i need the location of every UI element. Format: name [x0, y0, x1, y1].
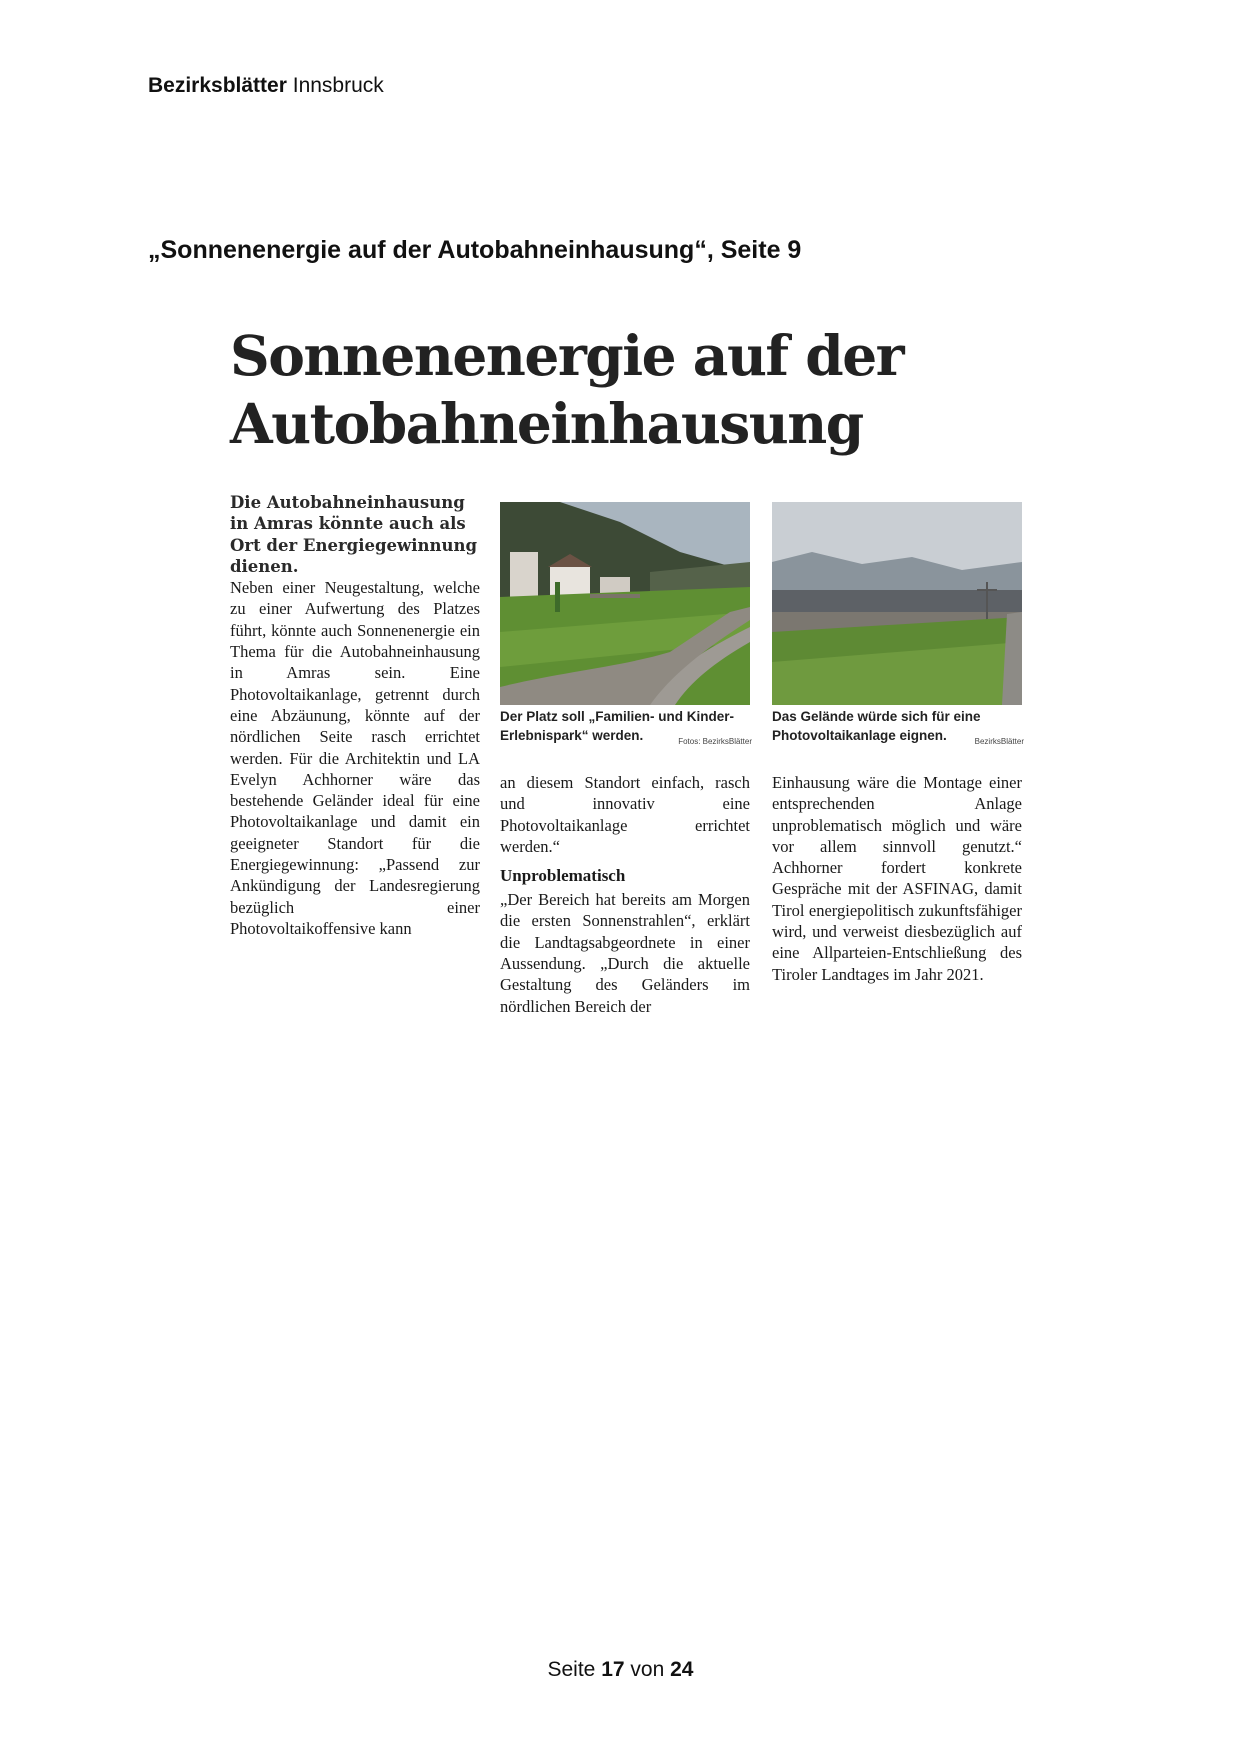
publication-name: Bezirksblätter: [148, 74, 287, 97]
footer-total-pages: 24: [670, 1658, 694, 1681]
article-column-2: [500, 772, 750, 1017]
newspaper-clipping: [230, 322, 1024, 1016]
article-headline: [230, 322, 1022, 458]
photo-park: [500, 502, 750, 705]
footer-page-number: 17: [601, 1658, 625, 1681]
clip-title: „Sonnenenergie auf der Autobahneinhausung“, Seite 9: [148, 236, 802, 264]
caption-1-credit: Fotos: BezirksBlätter: [678, 737, 752, 746]
caption-1-text: Der Platz soll „Familien- und Kinder-Erlebnispark“ werden.: [500, 709, 735, 743]
column-1-text: Neben einer Neugestaltung, welche zu einer Aufwertung des Platzes führt, könnte auch Sonnenenergie ein Thema für die Autobahneinhausung in Amras sein. Eine Photovoltaikanlage, getrennt durch eine Abzäunung, könnte auf der nördlichen Seite rasch errichtet werden. Für die Architektin und LA Evelyn Achhorner wäre das bestehende Geländer ideal für eine Photovoltaikanlage und damit ein geeigneter Standort für die Energiegewinnung: „Passend zur Ankündigung der Landesregierung bezüglich einer Photovoltaikoffensive kann: [230, 578, 480, 938]
headline-line-1: Sonnenenergie auf der: [230, 323, 904, 388]
page-footer: [0, 1658, 1241, 1682]
column-2-text-b: „Der Bereich hat bereits am Morgen die ersten Sonnenstrahlen“, erklärt die Landtagsabgeordnete in einer Aussendung. „Durch die aktuelle Gestaltung des Geländers im nördlichen Bereich der: [500, 890, 750, 1016]
page-header: [148, 74, 384, 98]
article-column-1: [230, 492, 480, 939]
park-photo-image: [500, 502, 750, 705]
footer-prefix: Seite: [547, 1658, 596, 1681]
column-2-subhead: Unproblematisch: [500, 866, 626, 886]
photo-caption-2: [772, 707, 1024, 751]
column-3-text: Einhausung wäre die Montage einer entsprechenden Anlage unproblematisch möglich und wäre vor allem sinnvoll genutzt.“ Achhorner fordert konkrete Gespräche mit der ASFINAG, damit Tirol energiepolitisch zukunftsfähiger wird, und verweist diesbezüglich auf eine Allparteien-Entschließung des Tiroler Landtages im Jahr 2021.: [772, 773, 1022, 984]
photo-terrain: [772, 502, 1022, 705]
caption-2-text: Das Gelände würde sich für eine Photovoltaikanlage eignen.: [772, 709, 981, 743]
photo-caption-1: [500, 707, 752, 751]
article-lead: Die Autobahneinhausung in Amras könnte auch als Ort der Energiegewinnung dienen.: [230, 493, 478, 576]
article-column-3: [772, 772, 1022, 985]
headline-line-2: Autobahneinhausung: [230, 391, 863, 456]
column-2-text-a: an diesem Standort einfach, rasch und innovativ eine Photovoltaikanlage errichtet werden.“: [500, 773, 750, 856]
footer-middle: von: [630, 1658, 665, 1681]
caption-2-credit: BezirksBlätter: [974, 737, 1024, 746]
terrain-photo-image: [772, 502, 1022, 705]
publication-region: Innsbruck: [292, 74, 384, 97]
